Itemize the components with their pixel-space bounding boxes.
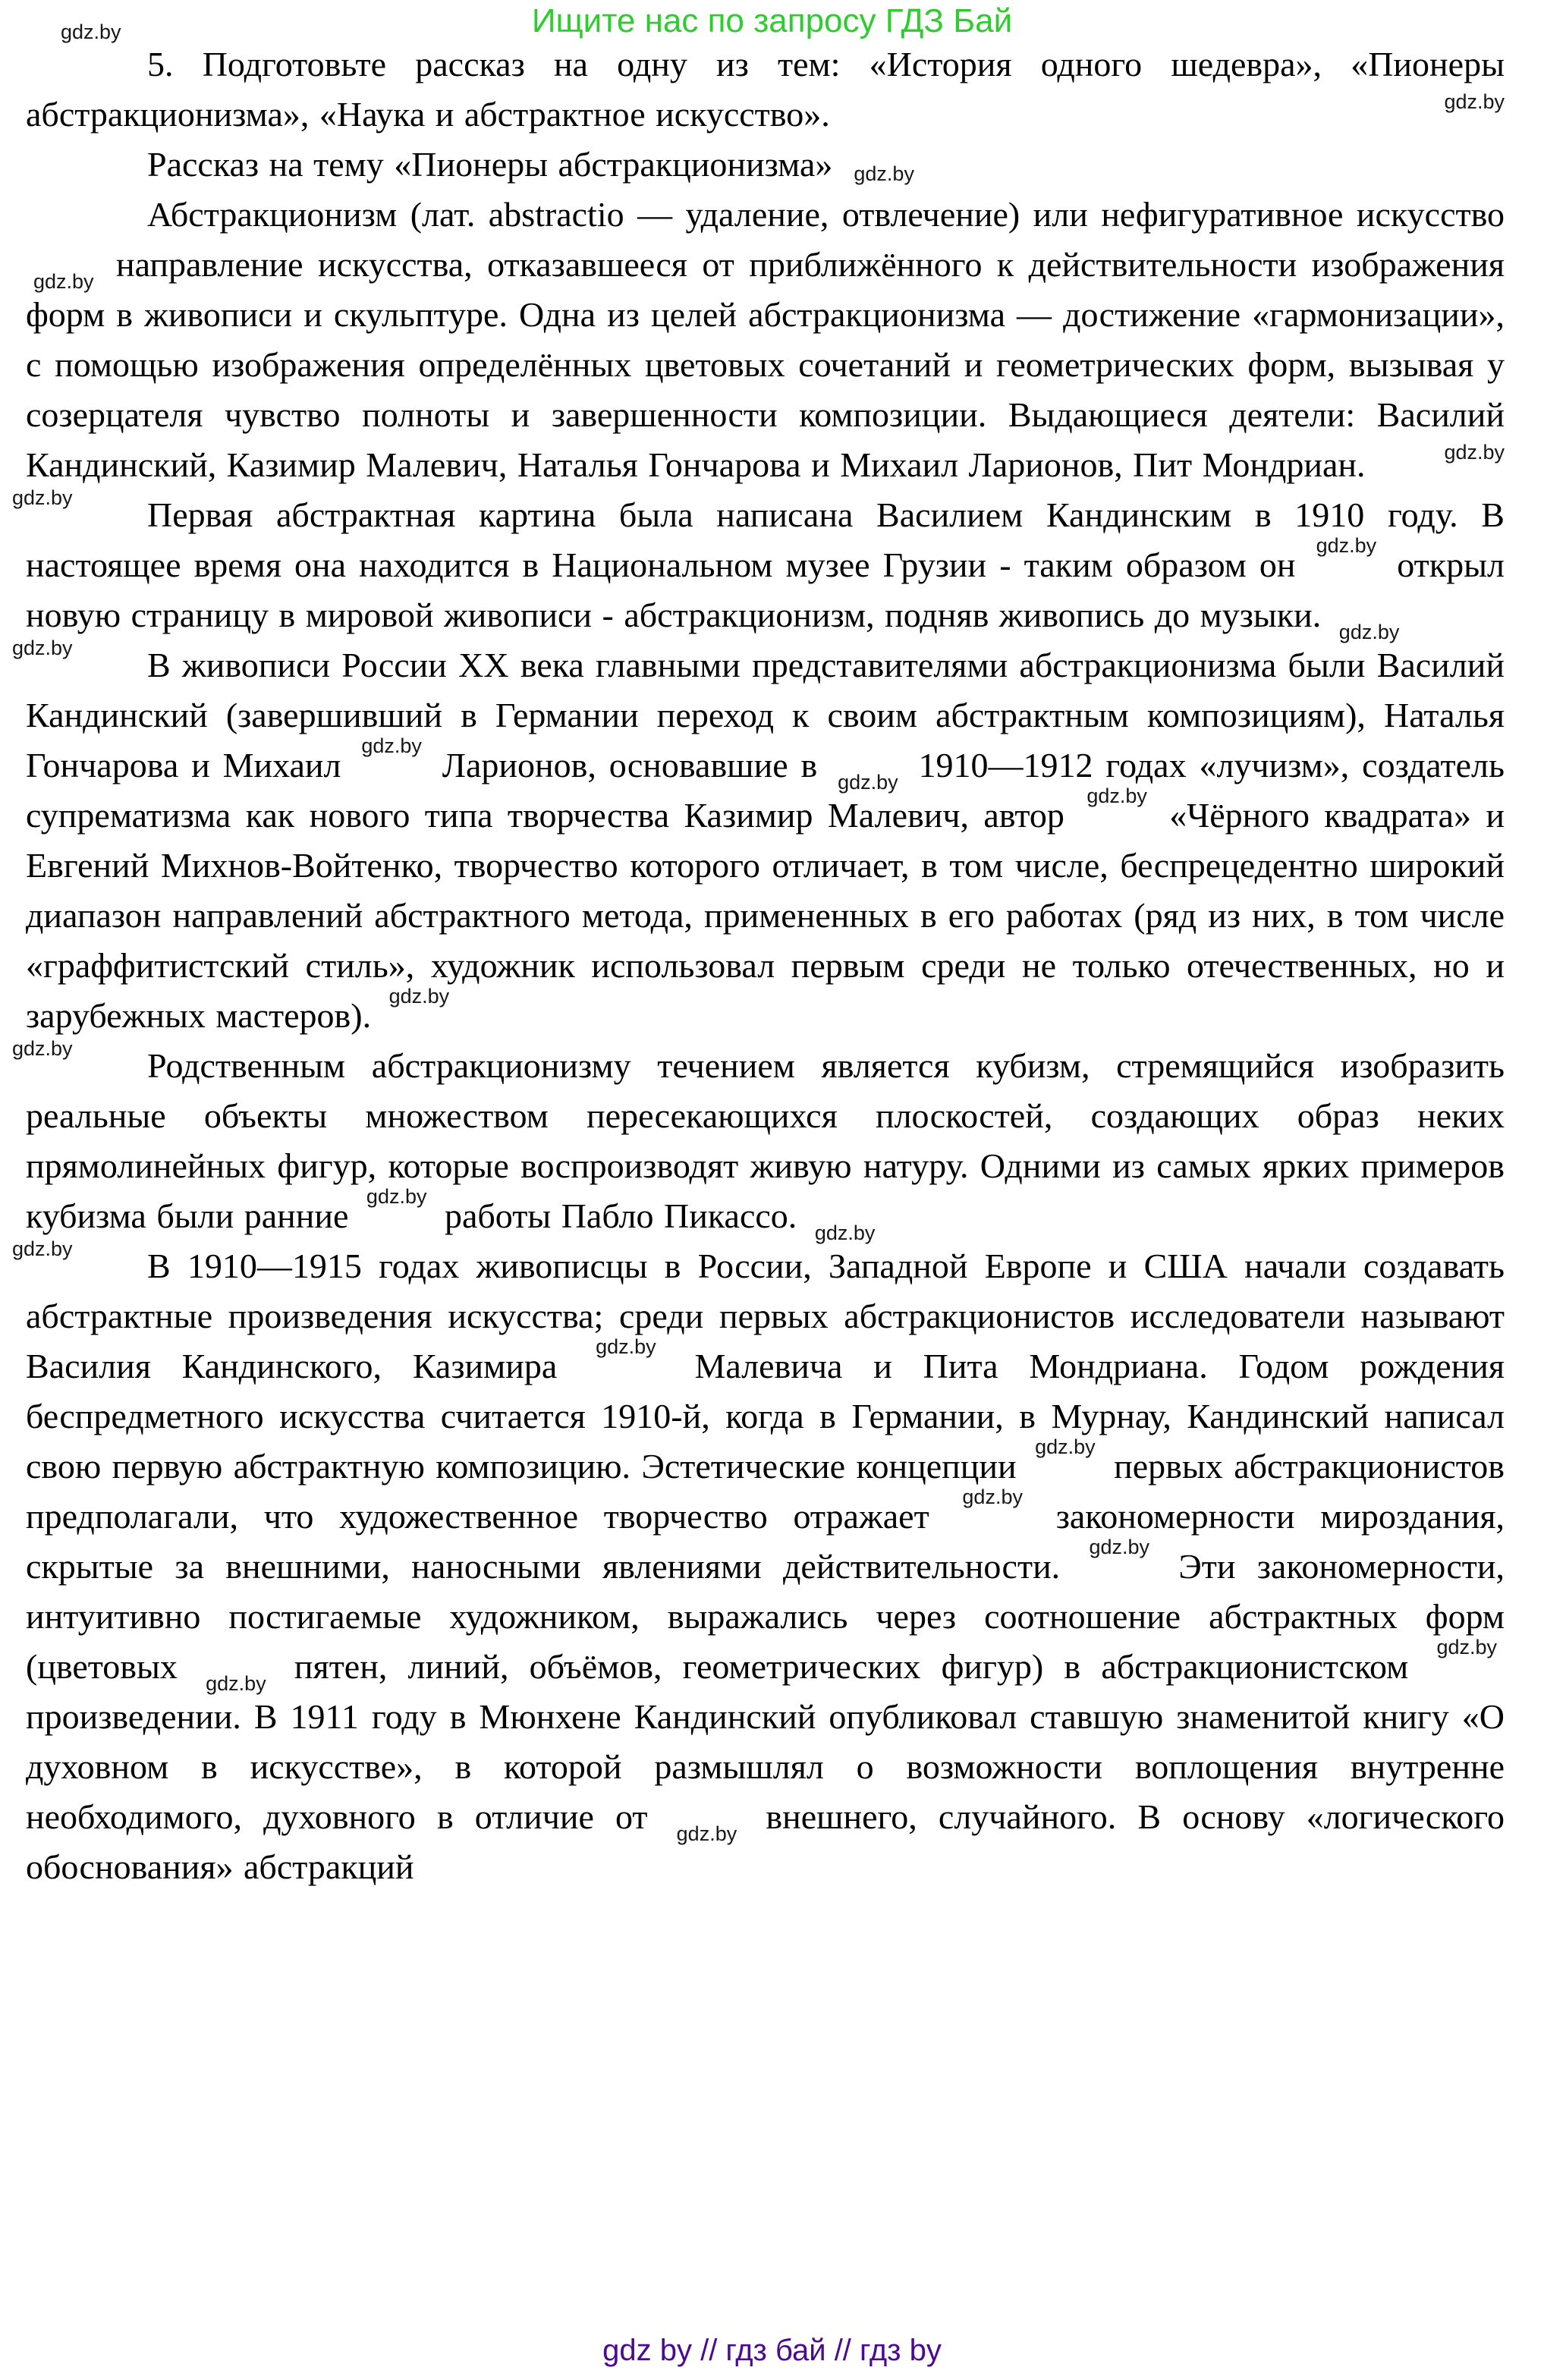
paragraph-text: работы Пабло Пикассо.	[434, 1196, 807, 1235]
paragraph-text: «Чёрного квадрата» и Евгений Михнов-Войтенко, творчество которого отличает, в том числе, беспрецедентно широкий диапазон направлений абстрактного метода, примененных в его работах (ряд из них, в том числе «граффитистский стиль», художник использовал первым среди не только отечественных, но и зарубежных мастеров).	[26, 796, 1505, 1035]
paragraph-text: закономерности мироздания, скрытые за внешними, наносными явлениями действительности.	[26, 1497, 1505, 1586]
paragraph-text: направление искусства, отказавшееся от приближённого к действительности изображения форм в живописи и скульптуре. Одна из целей абстракционизма — достижение «гармонизации», с помощью изображения определённых цветовых сочетаний и геометрических форм, вызывая у созерцателя чувство полноты и завершенности композиции. Выдающиеся деятели: Василий Кандинский, Казимир Малевич, Наталья Гончарова и Михаил Ларионов, Пит Мондриан.	[26, 245, 1505, 484]
promo-header-text: Ищите нас по запросу ГДЗ Бай	[531, 2, 1013, 39]
paragraph-text: пятен, линий, объёмов, геометрических фигур) в абстракционистском	[273, 1647, 1429, 1686]
paragraph-text: Рассказ на тему «Пионеры абстракционизма»	[147, 145, 833, 184]
paragraph-text: Абстракционизм (лат. abstractio — удаление, отвлечение) или нефигуративное искусство	[147, 195, 1505, 234]
para-first-painting: gdz.by Первая абстрактная картина была написана Василием Кандинским в 1910 году. В настоящее время она находится в Национальном музее Грузии - таким образом он gdz.by открыл новую страницу в мировой живописи - абстракционизм, подняв живопись до музыки. gdz.by	[12, 486, 1505, 643]
para-russian-artists: gdz.by В живописи России XX века главными представителями абстракционизма были Василий Кандинский (завершивший в Германии переход к своим абстрактным композициям), Наталья Гончарова и Михаил gdz.by Ларионов, основавшие в gdz.by 1910—1912 годах «лучизм», создатель супрематизма как нового типа творчества Казимир Малевич, автор gdz.by «Чёрного квадрата» и Евгений Михнов-Войтенко, творчество которого отличает, в том числе, беспрецедентно широкий диапазон направлений абстрактного метода, примененных в его работах (ряд из них, в том числе «граффитистский стиль», художник использовал первым среди не только отечественных, но и зарубежных мастеров). gdz.by	[12, 637, 1505, 1035]
para-cubism: gdz.by Родственным абстракционизму течением является кубизм, стремящийся изобразить реальные объекты множеством пересекающихся плоскостей, создающих образ неких прямолинейных фигур, которые воспроизводят живую натуру. Одними из самых ярких примеров кубизма были ранние gdz.by работы Пабло Пикассо. gdz.by	[12, 1037, 1505, 1244]
task-paragraph: gdz.by 5. Подготовьте рассказ на одну из тем: «История одного шедевра», «Пионеры абстракционизма», «Наука и абстрактное искусство». gdz.by	[26, 20, 1505, 134]
para-birth-of-abstract-art: gdz.by В 1910—1915 годах живописцы в России, Западной Европе и США начали создавать абстрактные произведения искусства; среди первых абстракционистов исследователи называют Василия Кандинского, Казимира gdz.by Малевича и Пита Мондриана. Годом рождения беспредметного искусства считается 1910-й, когда в Германии, в Мурнау, Кандинский написал свою первую абстрактную композицию. Эстетические концепции gdz.by первых абстракционистов предполагали, что художественное творчество отражает gdz.by закономерности мироздания, скрытые за внешними, наносными явлениями действительности. gdz.by Эти закономерности, интуитивно постигаемые художником, выражались через соотношение абстрактных форм (цветовых gdz.by пятен, линий, объёмов, геометрических фигур) в абстракционистском gdz.by произведении. В 1911 году в Мюнхене Кандинский опубликовал ставшую знаменитой книгу «О духовном в искусстве», в которой размышлял о возможности воплощения внутренне необходимого, духовного в отличие от gdz.by внешнего, случайного. В основу «логического обоснования» абстракций	[12, 1237, 1505, 1886]
story-title: Рассказ на тему «Пионеры абстракционизма» gdz.by	[147, 145, 914, 185]
para-definition: Абстракционизм (лат. abstractio — удаление, отвлечение) или нефигуративное искусство gdz.by направление искусства, отказавшееся от приближённого к действительности изображения форм в живописи и скульптуре. Одна из целей абстракционизма — достижение «гармонизации», с помощью изображения определённых цветовых сочетаний и геометрических форм, вызывая у созерцателя чувство полноты и завершенности композиции. Выдающиеся деятели: Василий Кандинский, Казимир Малевич, Наталья Гончарова и Михаил Ларионов, Пит Мондриан. gdz.by	[26, 195, 1505, 484]
promo-footer-text: gdz by // гдз бай // гдз by	[602, 2334, 942, 2367]
paragraph-text: 5. Подготовьте рассказ на одну из тем: «История одного шедевра», «Пионеры абстракционизма», «Наука и абстрактное искусство».	[26, 45, 1505, 134]
paragraph-text: Эти закономерности, интуитивно постигаемые художником, выражались через соотношение абстрактных форм (цветовых	[26, 1547, 1505, 1686]
paragraph-text: открыл новую страницу в мировой живописи - абстракционизм, подняв живопись до музыки.	[26, 545, 1505, 634]
paragraph-text: первых абстракционистов предполагали, что художественное творчество отражает	[26, 1447, 1505, 1536]
paragraph-text: В 1910—1915 годах живописцы в России, Западной Европе и США начали создавать абстрактные произведения искусства; среди первых абстракционистов исследователи называют Василия Кандинского, Казимира	[26, 1247, 1505, 1385]
paragraph-text: 1910—1912 годах «лучизм», создатель супрематизма как нового типа творчества Казимир Малевич, автор	[26, 746, 1505, 835]
paragraph-text: внешнего, случайного. В основу «логического обоснования» абстракций	[26, 1797, 1505, 1886]
paragraph-text: Первая абстрактная картина была написана Василием Кандинским в 1910 году. В настоящее время она находится в Национальном музее Грузии - таким образом он	[26, 495, 1505, 584]
paragraph-text: Ларионов, основавшие в	[429, 746, 831, 784]
paragraph-text: В живописи России XX века главными представителями абстракционизма были Василий Кандинский (завершивший в Германии переход к своим абстрактным композициям), Наталья Гончарова и Михаил	[26, 646, 1505, 784]
paragraph-text: произведении. В 1911 году в Мюнхене Кандинский опубликовал ставшую знаменитой книгу «О духовном в искусстве», в которой размышлял о возможности воплощения внутренне необходимого, духовного в отличие от	[26, 1697, 1505, 1836]
paragraph-text: Малевича и Пита Мондриана. Годом рождения беспредметного искусства считается 1910-й, когда в Германии, в Мурнау, Кандинский написал свою первую абстрактную композицию. Эстетические концепции	[26, 1347, 1505, 1486]
paragraph-text: Родственным абстракционизму течением является кубизм, стремящийся изобразить реальные объекты множеством пересекающихся плоскостей, создающих образ неких прямолинейных фигур, которые воспроизводят живую натуру. Одними из самых ярких примеров кубизма были ранние	[26, 1046, 1505, 1235]
